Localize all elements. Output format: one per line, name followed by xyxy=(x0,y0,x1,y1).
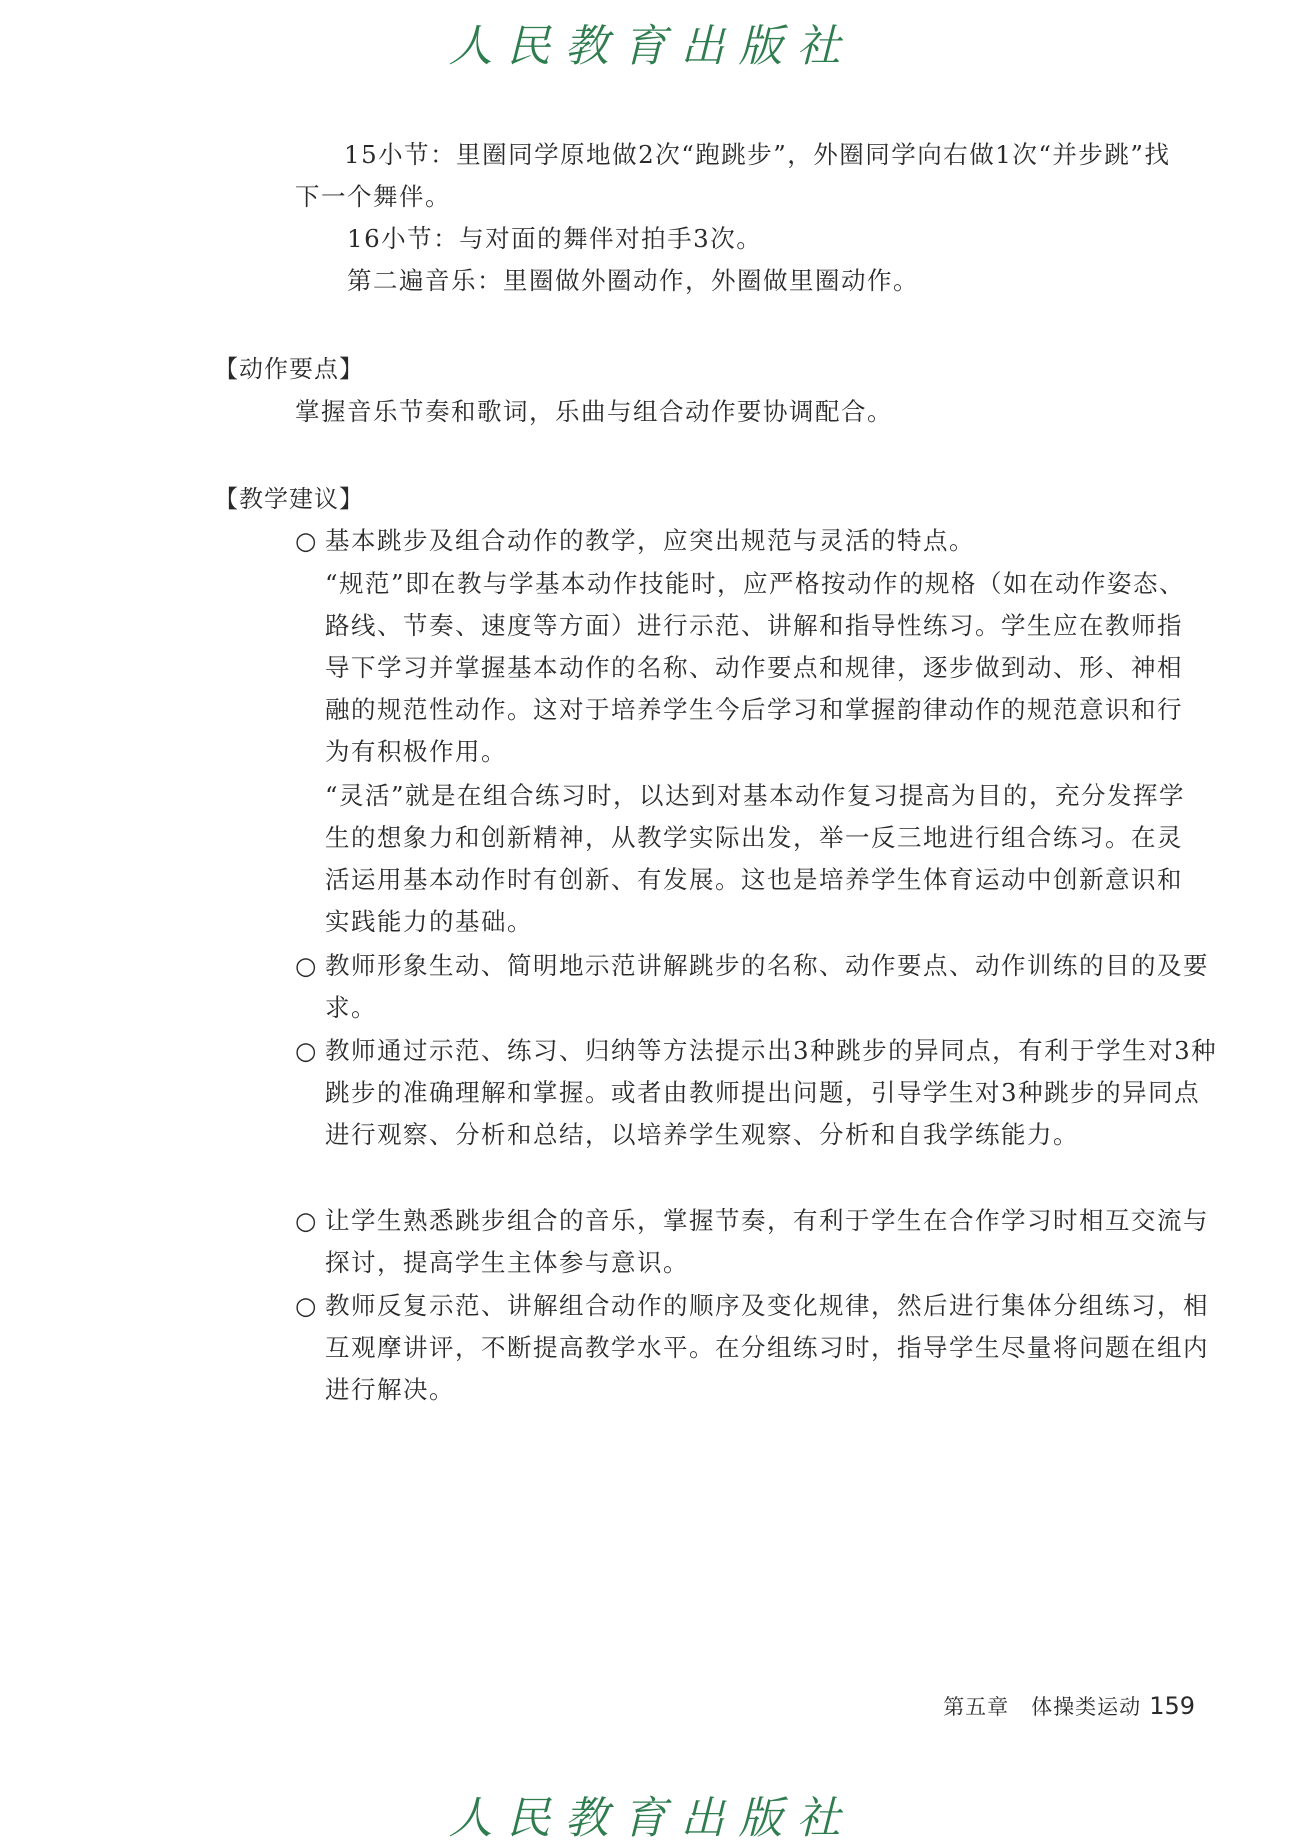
list-item xyxy=(295,1030,1225,1156)
paragraph-bar-15: 15小节：里圈同学原地做2次“跑跳步”，外圈同学向右做1次“并步跳”找下一个舞伴。 xyxy=(295,140,1171,211)
page-footer xyxy=(943,1691,1195,1721)
bullet-circle-icon: ○ xyxy=(295,1206,318,1235)
list-item xyxy=(295,1285,1225,1411)
paragraph-bar-16: 16小节：与对面的舞伴对拍手3次。 xyxy=(347,224,763,253)
list-item xyxy=(295,945,1225,1029)
publisher-logo-top: 人民教育出版社 xyxy=(448,21,855,72)
paragraph-second-round: 第二遍音乐：里圈做外圈动作，外圈做里圈动作。 xyxy=(347,266,919,295)
heading-key-points: 【动作要点】 xyxy=(214,355,364,383)
heading-teaching-suggestions: 【教学建议】 xyxy=(214,485,364,513)
sub-paragraph-standard: “规范”即在教与学基本动作技能时，应严格按动作的规格（如在动作姿态、路线、节奏、速度等方面）进行示范、讲解和指导性练习。学生应在教师指导下学习并掌握基本动作的名称、动作要点和规律，逐步做到动、形、神相融的规范性动作。这对于培养学生今后学习和掌握韵律动作的规范意识和行为有积极作用。 xyxy=(325,569,1186,766)
bullet-circle-icon: ○ xyxy=(295,526,318,555)
bullet-circle-icon: ○ xyxy=(295,951,318,980)
bullet-circle-icon: ○ xyxy=(295,1291,318,1320)
footer-chapter-title: 第五章 体操类运动 xyxy=(943,1695,1142,1719)
list-item xyxy=(295,1200,1225,1284)
list-item-text: 教师反复示范、讲解组合动作的顺序及变化规律，然后进行集体分组练习，相互观摩讲评，不断提高教学水平。在分组练习时，指导学生尽量将问题在组内进行解决。 xyxy=(325,1291,1209,1404)
sub-paragraph-flexible: “灵活”就是在组合练习时，以达到对基本动作复习提高为目的，充分发挥学生的想象力和创新精神，从教学实际出发，举一反三地进行组合练习。在灵活运用基本动作时有创新、有发展。这也是培养学生体育运动中创新意识和实践能力的基础。 xyxy=(325,781,1186,936)
list-item-text: 教师通过示范、练习、归纳等方法提示出3种跳步的异同点，有利于学生对3种跳步的准确理解和掌握。或者由教师提出问题，引导学生对3种跳步的异同点进行观察、分析和总结，以培养学生观察、分析和自我学练能力。 xyxy=(325,1036,1218,1149)
list-item-text: 教师形象生动、简明地示范讲解跳步的名称、动作要点、动作训练的目的及要求。 xyxy=(325,951,1209,1022)
bullet-circle-icon: ○ xyxy=(295,1036,318,1065)
key-points-text: 掌握音乐节奏和歌词，乐曲与组合动作要协调配合。 xyxy=(295,397,893,426)
list-item-text: 基本跳步及组合动作的教学，应突出规范与灵活的特点。 xyxy=(325,526,975,555)
list-item xyxy=(295,520,1225,562)
page-number: 159 xyxy=(1149,1692,1195,1720)
publisher-logo-bottom: 人民教育出版社 xyxy=(448,1793,855,1844)
list-item-text: 让学生熟悉跳步组合的音乐，掌握节奏，有利于学生在合作学习时相互交流与探讨，提高学生主体参与意识。 xyxy=(325,1206,1209,1277)
